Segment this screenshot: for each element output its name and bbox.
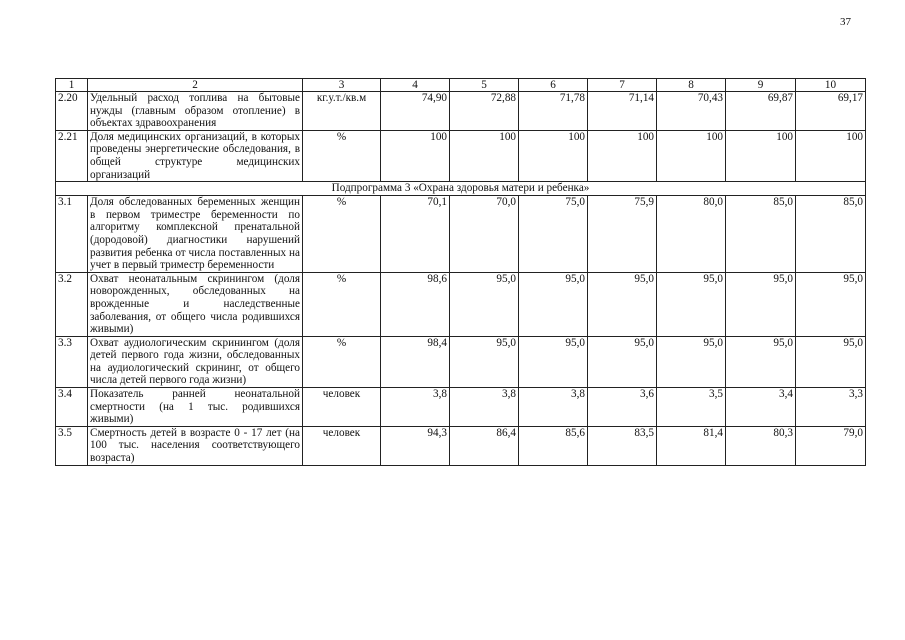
unit-cell: человек <box>303 388 381 427</box>
value-cell: 3,6 <box>588 388 657 427</box>
value-cell: 95,0 <box>796 272 866 336</box>
value-cell: 71,14 <box>588 92 657 131</box>
value-cell: 98,6 <box>381 272 450 336</box>
value-cell: 94,3 <box>381 426 450 465</box>
value-cell: 95,0 <box>519 336 588 387</box>
value-cell: 79,0 <box>796 426 866 465</box>
value-cell: 100 <box>726 130 796 181</box>
value-cell: 70,43 <box>657 92 726 131</box>
indicator-name: Удельный расход топлива на бытовые нужды (главным образом отопление) в объектах здравоохранения <box>88 92 303 131</box>
value-cell: 3,8 <box>450 388 519 427</box>
value-cell: 72,88 <box>450 92 519 131</box>
column-number: 2 <box>88 79 303 92</box>
value-cell: 100 <box>381 130 450 181</box>
row-number: 3.3 <box>56 336 88 387</box>
column-number: 4 <box>381 79 450 92</box>
value-cell: 95,0 <box>726 272 796 336</box>
indicator-name: Показатель ранней неонатальной смертности (на 1 тыс. родившихся живыми) <box>88 388 303 427</box>
value-cell: 3,5 <box>657 388 726 427</box>
table-row <box>56 196 866 273</box>
column-number: 9 <box>726 79 796 92</box>
column-number: 1 <box>56 79 88 92</box>
value-cell: 95,0 <box>588 272 657 336</box>
value-cell: 81,4 <box>657 426 726 465</box>
value-cell: 69,87 <box>726 92 796 131</box>
row-number: 3.4 <box>56 388 88 427</box>
value-cell: 69,17 <box>796 92 866 131</box>
unit-cell: % <box>303 196 381 273</box>
column-number: 10 <box>796 79 866 92</box>
value-cell: 75,0 <box>519 196 588 273</box>
row-number: 3.2 <box>56 272 88 336</box>
value-cell: 3,8 <box>381 388 450 427</box>
value-cell: 71,78 <box>519 92 588 131</box>
value-cell: 80,0 <box>657 196 726 273</box>
column-number: 7 <box>588 79 657 92</box>
value-cell: 95,0 <box>450 272 519 336</box>
indicator-name: Доля медицинских организаций, в которых проведены энергетические обследования, в общей структуре медицинских организаций <box>88 130 303 181</box>
unit-cell: % <box>303 130 381 181</box>
value-cell: 3,4 <box>726 388 796 427</box>
value-cell: 70,0 <box>450 196 519 273</box>
value-cell: 3,8 <box>519 388 588 427</box>
value-cell: 100 <box>796 130 866 181</box>
value-cell: 80,3 <box>726 426 796 465</box>
column-number: 3 <box>303 79 381 92</box>
table-row <box>56 92 866 131</box>
value-cell: 95,0 <box>519 272 588 336</box>
section-title: Подпрограмма 3 «Охрана здоровья матери и ребенка» <box>56 182 866 196</box>
indicators-table <box>55 78 866 466</box>
value-cell: 3,3 <box>796 388 866 427</box>
value-cell: 100 <box>519 130 588 181</box>
value-cell: 85,0 <box>796 196 866 273</box>
value-cell: 95,0 <box>450 336 519 387</box>
table-row <box>56 336 866 387</box>
value-cell: 70,1 <box>381 196 450 273</box>
unit-cell: кг.у.т./кв.м <box>303 92 381 131</box>
row-number: 2.20 <box>56 92 88 131</box>
value-cell: 100 <box>588 130 657 181</box>
value-cell: 95,0 <box>726 336 796 387</box>
column-numbers-row <box>56 79 866 92</box>
indicator-name: Охват аудиологическим скринингом (доля детей первого года жизни, обследованных на аудиологический скрининг, от общего числа детей первого года жизни) <box>88 336 303 387</box>
indicator-name: Охват неонатальным скринингом (доля новорожденных, обследованных на врожденные и наследственные заболевания, от общего числа родившихся живыми) <box>88 272 303 336</box>
value-cell: 95,0 <box>588 336 657 387</box>
value-cell: 83,5 <box>588 426 657 465</box>
row-number: 3.1 <box>56 196 88 273</box>
unit-cell: человек <box>303 426 381 465</box>
indicator-name: Доля обследованных беременных женщин в первом триместре беременности по алгоритму комплексной пренатальной (дородовой) диагностики нарушений развития ребенка от числа поставленных на учет в первый триместр беременности <box>88 196 303 273</box>
value-cell: 85,0 <box>726 196 796 273</box>
value-cell: 95,0 <box>796 336 866 387</box>
row-number: 2.21 <box>56 130 88 181</box>
row-number: 3.5 <box>56 426 88 465</box>
value-cell: 100 <box>657 130 726 181</box>
value-cell: 95,0 <box>657 272 726 336</box>
table-row <box>56 388 866 427</box>
unit-cell: % <box>303 336 381 387</box>
value-cell: 86,4 <box>450 426 519 465</box>
column-number: 8 <box>657 79 726 92</box>
value-cell: 95,0 <box>657 336 726 387</box>
table-row <box>56 426 866 465</box>
column-number: 5 <box>450 79 519 92</box>
column-number: 6 <box>519 79 588 92</box>
value-cell: 85,6 <box>519 426 588 465</box>
table-row <box>56 272 866 336</box>
section-row <box>56 182 866 196</box>
value-cell: 75,9 <box>588 196 657 273</box>
value-cell: 98,4 <box>381 336 450 387</box>
table-row <box>56 130 866 181</box>
indicator-name: Смертность детей в возрасте 0 - 17 лет (на 100 тыс. населения соответствующего возраста) <box>88 426 303 465</box>
page-number: 37 <box>840 16 851 28</box>
value-cell: 100 <box>450 130 519 181</box>
value-cell: 74,90 <box>381 92 450 131</box>
unit-cell: % <box>303 272 381 336</box>
